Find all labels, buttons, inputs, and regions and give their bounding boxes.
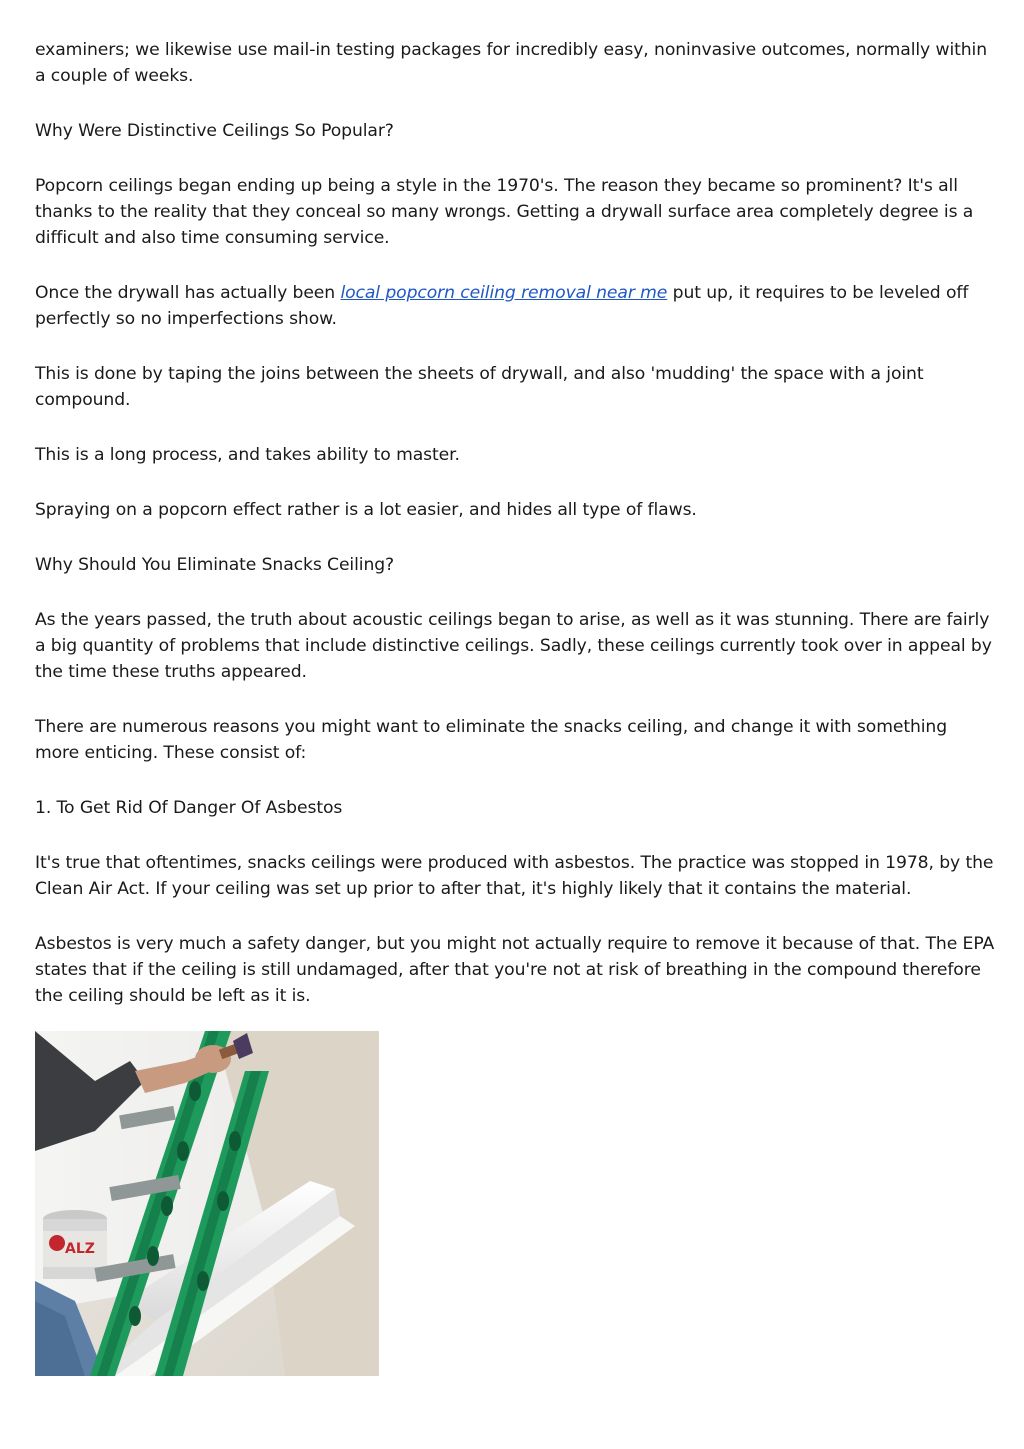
paragraph-asbestos-danger: Asbestos is very much a safety danger, but you might not actually require to remove it because of that. The EPA states that if the ceiling is still undamaged, after that you're not at risk of breathing in the compound therefore the ceiling should be left as it is. — [35, 934, 995, 1006]
paragraph-drywall-text-after: put up, it requires to be leveled off perfectly so no imperfections show. — [35, 283, 969, 329]
paragraph-truth: As the years passed, the truth about acoustic ceilings began to arise, as well as it was stunning. There are fairly a big quantity of problems that include distinctive ceilings. Sadly, these ceilings currently took over in appeal by the time these truths appeared. — [35, 610, 992, 682]
paragraph-spraying: Spraying on a popcorn effect rather is a lot easier, and hides all type of flaws. — [35, 500, 697, 520]
paragraph-drywall — [35, 280, 995, 332]
paragraph-reasons: There are numerous reasons you might want to eliminate the snacks ceiling, and change it with something more enticing. These consist of: — [35, 717, 948, 763]
painter-on-ladder-photo — [35, 1031, 379, 1376]
heading-eliminate: Why Should You Eliminate Snacks Ceiling? — [35, 555, 395, 575]
heading-asbestos: 1. To Get Rid Of Danger Of Asbestos — [35, 798, 343, 818]
paragraph-drywall-text-before: Once the drywall has actually been — [35, 283, 341, 303]
paragraph-taping: This is done by taping the joins between the sheets of drywall, and also 'mudding' the space with a joint compound. — [35, 364, 924, 410]
paint-can-label: ALZ — [65, 1241, 95, 1257]
paragraph-popcorn-history: Popcorn ceilings began ending up being a style in the 1970's. The reason they became so prominent? It's all thanks to the reality that they conceal so many wrongs. Getting a drywall surface area completely degree is a difficult and also time consuming service. — [35, 176, 974, 248]
paragraph-long-process: This is a long process, and takes ability to master. — [35, 445, 460, 465]
paragraph-intro: examiners; we likewise use mail-in testing packages for incredibly easy, noninvasive outcomes, normally within a couple of weeks. — [35, 40, 988, 86]
heading-popular: Why Were Distinctive Ceilings So Popular? — [35, 121, 394, 141]
paragraph-asbestos-history: It's true that oftentimes, snacks ceilings were produced with asbestos. The practice was stopped in 1978, by the Clean Air Act. If your ceiling was set up prior to after that, it's highly likely that it contains the material. — [35, 853, 994, 899]
popcorn-removal-link[interactable]: local popcorn ceiling removal near me — [340, 283, 668, 303]
article-body — [35, 37, 995, 1038]
